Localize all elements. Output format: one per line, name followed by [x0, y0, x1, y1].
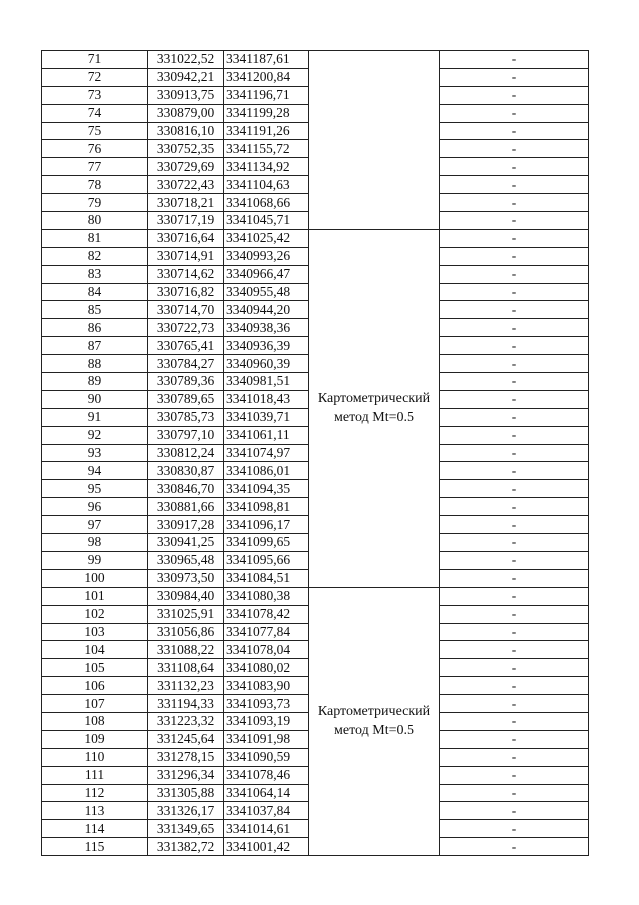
- x-coordinate-cell: 330717,19: [148, 212, 224, 230]
- coordinates-table-body: [42, 51, 589, 856]
- x-coordinate-cell: 331296,34: [148, 766, 224, 784]
- note-cell: -: [440, 587, 589, 605]
- coordinates-table: [41, 50, 589, 856]
- x-coordinate-cell: 330716,64: [148, 229, 224, 247]
- x-coordinate-cell: 330965,48: [148, 551, 224, 569]
- y-coordinate-cell: 3341093,73: [224, 695, 309, 713]
- point-number-cell: 104: [42, 641, 148, 659]
- note-cell: -: [440, 748, 589, 766]
- note-cell: -: [440, 802, 589, 820]
- table-row: [42, 587, 589, 605]
- point-number-cell: 97: [42, 516, 148, 534]
- x-coordinate-cell: 331349,65: [148, 820, 224, 838]
- point-number-cell: 114: [42, 820, 148, 838]
- x-coordinate-cell: 330718,21: [148, 194, 224, 212]
- note-cell: -: [440, 319, 589, 337]
- y-coordinate-cell: 3341037,84: [224, 802, 309, 820]
- y-coordinate-cell: 3341018,43: [224, 390, 309, 408]
- point-number-cell: 77: [42, 158, 148, 176]
- x-coordinate-cell: 330830,87: [148, 462, 224, 480]
- x-coordinate-cell: 331326,17: [148, 802, 224, 820]
- point-number-cell: 72: [42, 68, 148, 86]
- point-number-cell: 106: [42, 677, 148, 695]
- note-cell: -: [440, 158, 589, 176]
- x-coordinate-cell: 330714,62: [148, 265, 224, 283]
- point-number-cell: 95: [42, 480, 148, 498]
- point-number-cell: 100: [42, 569, 148, 587]
- note-cell: -: [440, 641, 589, 659]
- point-number-cell: 88: [42, 355, 148, 373]
- y-coordinate-cell: 3341061,11: [224, 426, 309, 444]
- y-coordinate-cell: 3341001,42: [224, 838, 309, 856]
- x-coordinate-cell: 330789,65: [148, 390, 224, 408]
- point-number-cell: 94: [42, 462, 148, 480]
- y-coordinate-cell: 3340993,26: [224, 247, 309, 265]
- x-coordinate-cell: 331194,33: [148, 695, 224, 713]
- point-number-cell: 99: [42, 551, 148, 569]
- point-number-cell: 83: [42, 265, 148, 283]
- y-coordinate-cell: 3341196,71: [224, 86, 309, 104]
- x-coordinate-cell: 330917,28: [148, 516, 224, 534]
- x-coordinate-cell: 330722,43: [148, 176, 224, 194]
- point-number-cell: 113: [42, 802, 148, 820]
- point-number-cell: 85: [42, 301, 148, 319]
- y-coordinate-cell: 3341095,66: [224, 551, 309, 569]
- x-coordinate-cell: 330942,21: [148, 68, 224, 86]
- point-number-cell: 103: [42, 623, 148, 641]
- point-number-cell: 82: [42, 247, 148, 265]
- note-cell: -: [440, 373, 589, 391]
- y-coordinate-cell: 3341078,42: [224, 605, 309, 623]
- y-coordinate-cell: 3341080,38: [224, 587, 309, 605]
- point-number-cell: 110: [42, 748, 148, 766]
- y-coordinate-cell: 3341098,81: [224, 498, 309, 516]
- x-coordinate-cell: 330879,00: [148, 104, 224, 122]
- note-cell: -: [440, 712, 589, 730]
- y-coordinate-cell: 3341084,51: [224, 569, 309, 587]
- note-cell: -: [440, 390, 589, 408]
- x-coordinate-cell: 330846,70: [148, 480, 224, 498]
- y-coordinate-cell: 3341077,84: [224, 623, 309, 641]
- y-coordinate-cell: 3341086,01: [224, 462, 309, 480]
- point-number-cell: 107: [42, 695, 148, 713]
- x-coordinate-cell: 330812,24: [148, 444, 224, 462]
- note-cell: -: [440, 534, 589, 552]
- y-coordinate-cell: 3341039,71: [224, 408, 309, 426]
- y-coordinate-cell: 3341093,19: [224, 712, 309, 730]
- point-number-cell: 93: [42, 444, 148, 462]
- y-coordinate-cell: 3341083,90: [224, 677, 309, 695]
- y-coordinate-cell: 3340936,39: [224, 337, 309, 355]
- note-cell: -: [440, 265, 589, 283]
- y-coordinate-cell: 3341074,97: [224, 444, 309, 462]
- note-cell: -: [440, 301, 589, 319]
- x-coordinate-cell: 330816,10: [148, 122, 224, 140]
- x-coordinate-cell: 330729,69: [148, 158, 224, 176]
- point-number-cell: 73: [42, 86, 148, 104]
- note-cell: -: [440, 104, 589, 122]
- y-coordinate-cell: 3341094,35: [224, 480, 309, 498]
- note-cell: -: [440, 516, 589, 534]
- point-number-cell: 102: [42, 605, 148, 623]
- note-cell: -: [440, 569, 589, 587]
- x-coordinate-cell: 331132,23: [148, 677, 224, 695]
- y-coordinate-cell: 3340944,20: [224, 301, 309, 319]
- x-coordinate-cell: 330714,91: [148, 247, 224, 265]
- y-coordinate-cell: 3341068,66: [224, 194, 309, 212]
- note-cell: -: [440, 605, 589, 623]
- x-coordinate-cell: 331305,88: [148, 784, 224, 802]
- point-number-cell: 91: [42, 408, 148, 426]
- y-coordinate-cell: 3341091,98: [224, 730, 309, 748]
- y-coordinate-cell: 3341025,42: [224, 229, 309, 247]
- point-number-cell: 101: [42, 587, 148, 605]
- note-cell: -: [440, 194, 589, 212]
- y-coordinate-cell: 3340960,39: [224, 355, 309, 373]
- note-cell: -: [440, 766, 589, 784]
- note-cell: -: [440, 444, 589, 462]
- y-coordinate-cell: 3341064,14: [224, 784, 309, 802]
- x-coordinate-cell: 331022,52: [148, 51, 224, 69]
- y-coordinate-cell: 3341191,26: [224, 122, 309, 140]
- point-number-cell: 96: [42, 498, 148, 516]
- note-cell: -: [440, 51, 589, 69]
- x-coordinate-cell: 331245,64: [148, 730, 224, 748]
- y-coordinate-cell: 3341187,61: [224, 51, 309, 69]
- point-number-cell: 78: [42, 176, 148, 194]
- x-coordinate-cell: 331108,64: [148, 659, 224, 677]
- note-cell: -: [440, 337, 589, 355]
- y-coordinate-cell: 3340955,48: [224, 283, 309, 301]
- x-coordinate-cell: 330973,50: [148, 569, 224, 587]
- x-coordinate-cell: 331025,91: [148, 605, 224, 623]
- note-cell: -: [440, 229, 589, 247]
- note-cell: -: [440, 677, 589, 695]
- x-coordinate-cell: 331278,15: [148, 748, 224, 766]
- note-cell: -: [440, 408, 589, 426]
- y-coordinate-cell: 3341134,92: [224, 158, 309, 176]
- point-number-cell: 79: [42, 194, 148, 212]
- y-coordinate-cell: 3341045,71: [224, 212, 309, 230]
- note-cell: -: [440, 784, 589, 802]
- table-row: [42, 51, 589, 69]
- x-coordinate-cell: 330881,66: [148, 498, 224, 516]
- y-coordinate-cell: 3341104,63: [224, 176, 309, 194]
- note-cell: -: [440, 820, 589, 838]
- point-number-cell: 81: [42, 229, 148, 247]
- point-number-cell: 76: [42, 140, 148, 158]
- x-coordinate-cell: 330714,70: [148, 301, 224, 319]
- note-cell: -: [440, 730, 589, 748]
- note-cell: -: [440, 623, 589, 641]
- x-coordinate-cell: 330789,36: [148, 373, 224, 391]
- point-number-cell: 75: [42, 122, 148, 140]
- x-coordinate-cell: 331056,86: [148, 623, 224, 641]
- note-cell: -: [440, 212, 589, 230]
- point-number-cell: 80: [42, 212, 148, 230]
- x-coordinate-cell: 331088,22: [148, 641, 224, 659]
- y-coordinate-cell: 3341155,72: [224, 140, 309, 158]
- x-coordinate-cell: 330785,73: [148, 408, 224, 426]
- determination-method-cell: Картометрический метод Mt=0.5: [309, 587, 440, 855]
- point-number-cell: 90: [42, 390, 148, 408]
- x-coordinate-cell: 330797,10: [148, 426, 224, 444]
- note-cell: -: [440, 838, 589, 856]
- note-cell: -: [440, 140, 589, 158]
- y-coordinate-cell: 3341200,84: [224, 68, 309, 86]
- y-coordinate-cell: 3341090,59: [224, 748, 309, 766]
- note-cell: -: [440, 68, 589, 86]
- y-coordinate-cell: 3341096,17: [224, 516, 309, 534]
- note-cell: -: [440, 659, 589, 677]
- note-cell: -: [440, 283, 589, 301]
- point-number-cell: 84: [42, 283, 148, 301]
- point-number-cell: 112: [42, 784, 148, 802]
- note-cell: -: [440, 462, 589, 480]
- x-coordinate-cell: 331382,72: [148, 838, 224, 856]
- determination-method-cell: Картометрический метод Mt=0.5: [309, 229, 440, 587]
- note-cell: -: [440, 247, 589, 265]
- point-number-cell: 71: [42, 51, 148, 69]
- table-row: [42, 229, 589, 247]
- x-coordinate-cell: 330765,41: [148, 337, 224, 355]
- point-number-cell: 87: [42, 337, 148, 355]
- point-number-cell: 115: [42, 838, 148, 856]
- point-number-cell: 89: [42, 373, 148, 391]
- x-coordinate-cell: 330941,25: [148, 534, 224, 552]
- x-coordinate-cell: 330784,27: [148, 355, 224, 373]
- y-coordinate-cell: 3341080,02: [224, 659, 309, 677]
- note-cell: -: [440, 695, 589, 713]
- x-coordinate-cell: 331223,32: [148, 712, 224, 730]
- note-cell: -: [440, 480, 589, 498]
- x-coordinate-cell: 330913,75: [148, 86, 224, 104]
- determination-method-cell: [309, 51, 440, 230]
- point-number-cell: 86: [42, 319, 148, 337]
- x-coordinate-cell: 330716,82: [148, 283, 224, 301]
- note-cell: -: [440, 86, 589, 104]
- point-number-cell: 105: [42, 659, 148, 677]
- note-cell: -: [440, 122, 589, 140]
- point-number-cell: 98: [42, 534, 148, 552]
- x-coordinate-cell: 330984,40: [148, 587, 224, 605]
- note-cell: -: [440, 355, 589, 373]
- note-cell: -: [440, 551, 589, 569]
- note-cell: -: [440, 176, 589, 194]
- y-coordinate-cell: 3341199,28: [224, 104, 309, 122]
- note-cell: -: [440, 498, 589, 516]
- note-cell: -: [440, 426, 589, 444]
- x-coordinate-cell: 330722,73: [148, 319, 224, 337]
- y-coordinate-cell: 3341078,04: [224, 641, 309, 659]
- point-number-cell: 74: [42, 104, 148, 122]
- y-coordinate-cell: 3340966,47: [224, 265, 309, 283]
- point-number-cell: 92: [42, 426, 148, 444]
- point-number-cell: 109: [42, 730, 148, 748]
- y-coordinate-cell: 3341014,61: [224, 820, 309, 838]
- x-coordinate-cell: 330752,35: [148, 140, 224, 158]
- point-number-cell: 111: [42, 766, 148, 784]
- point-number-cell: 108: [42, 712, 148, 730]
- y-coordinate-cell: 3341078,46: [224, 766, 309, 784]
- y-coordinate-cell: 3340938,36: [224, 319, 309, 337]
- y-coordinate-cell: 3340981,51: [224, 373, 309, 391]
- y-coordinate-cell: 3341099,65: [224, 534, 309, 552]
